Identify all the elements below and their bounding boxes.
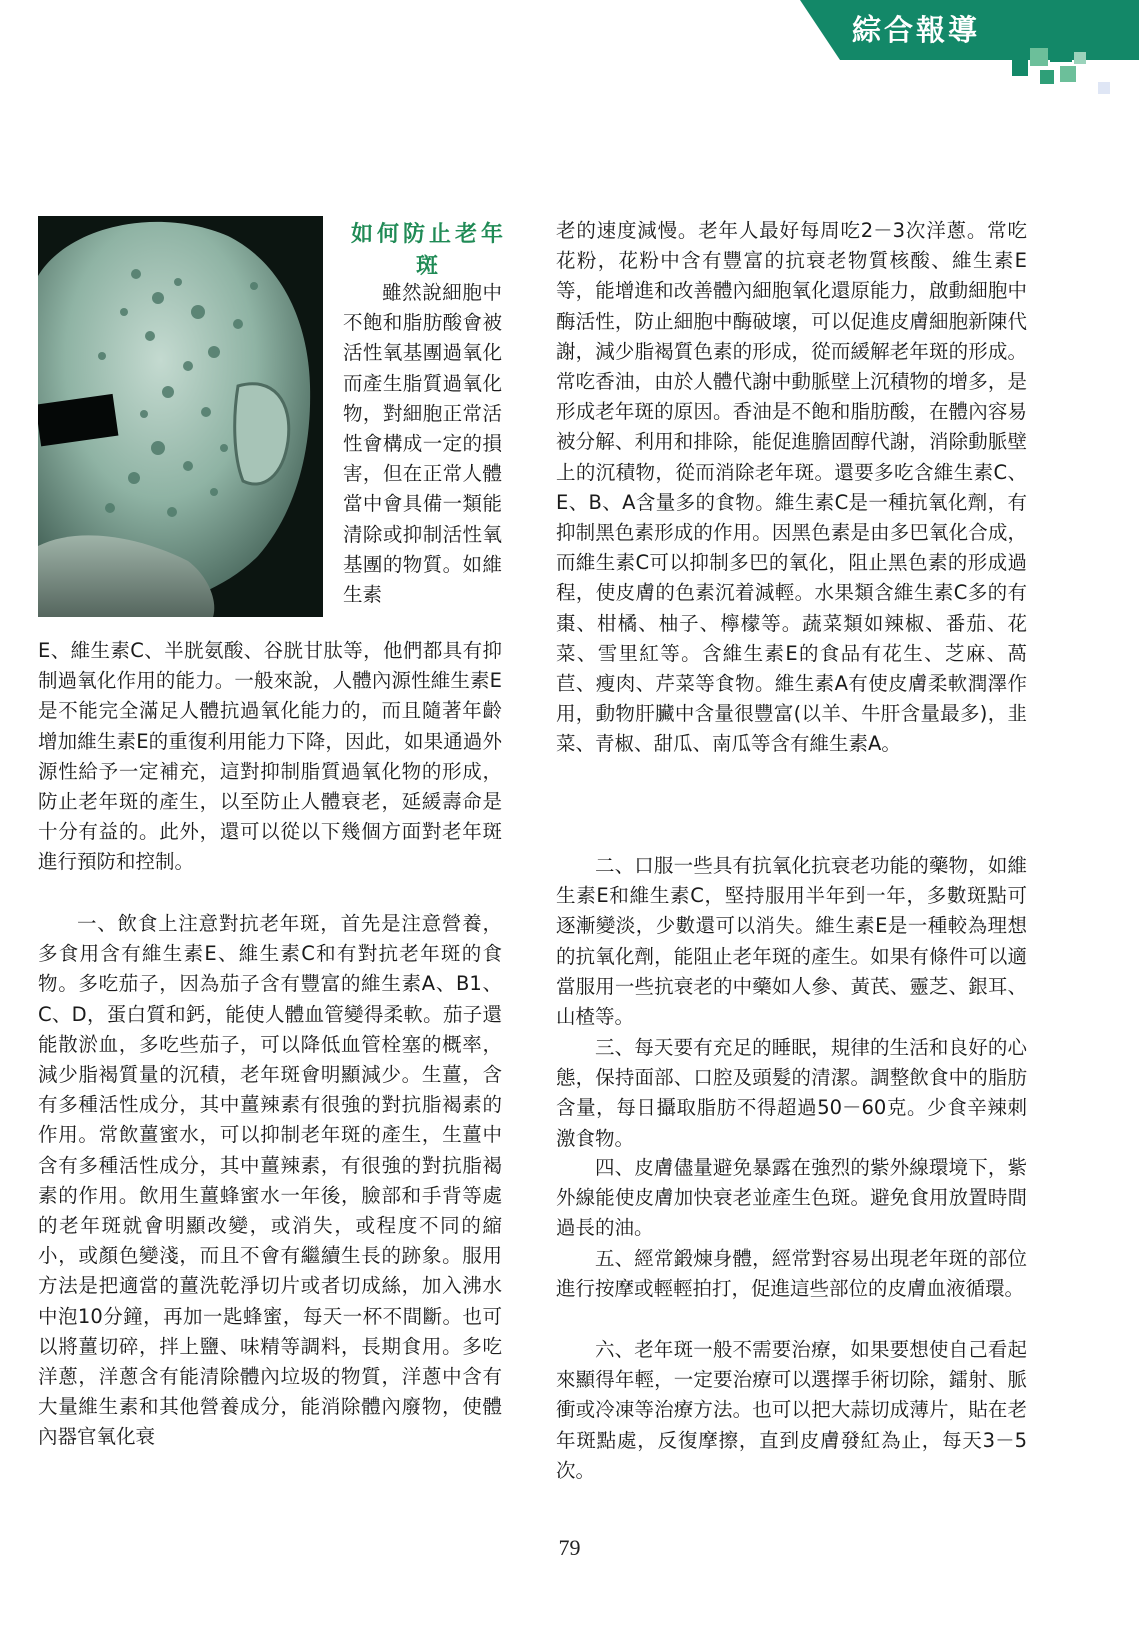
header-rule — [990, 16, 1139, 19]
intro-continued: E、維生素C、半胱氨酸、谷胱甘肽等，他們都具有抑制過氧化作用的能力。一般來說，人體內源性維生素E是不能完全滿足人體抗過氧化能力的，而且隨著年齡增加維生素E的重復利用能力下降，因此，如果通過外源性給予一定補充，這對抑制脂質過氧化物的形成，防止老年斑的產生，以至防止人體衰老，延緩壽命是十分有益的。此外，還可以從以下幾個方面對老年斑進行預防和控制。 — [38, 639, 502, 874]
decor-square — [1074, 52, 1086, 64]
lifestyle-paragraph: 三、每天要有充足的睡眠，規律的生活和良好的心態，保持面部、口腔及頭髮的清潔。調整飲食中的脂肪含量，每日攝取脂肪不得超過50－60克。少食辛辣刺激食物。 — [556, 1036, 1027, 1150]
diet-paragraph-left: 一、飲食上注意對抗老年斑，首先是注意營養，多食用含有維生素E、維生素C和有對抗老年斑的食物。多吃茄子，因為茄子含有豐富的維生素A、B1、C、D，蛋白質和鈣，能使人體血管變得柔軟。茄子還能散淤血，多吃些茄子，可以降低血管栓塞的概率，減少脂褐質量的沉積，老年斑會明顯減少。生薑，含有多種活性成分，其中薑辣素有很強的對抗脂褐素的作用。常飲薑蜜水，可以抑制老年斑的產生，生薑中含有多種活性成分，其中薑辣素，有很強的對抗脂褐素的作用。飲用生薑蜂蜜水一年後，臉部和手背等處的老年斑就會明顯改變，或消失，或程度不同的縮小，或顏色變淺，而且不會有繼續生長的跡象。服用方法是把適當的薑洗乾淨切片或者切成絲，加入沸水中泡10分鐘，再加一匙蜂蜜，每天一杯不間斷。也可以將薑切碎，拌上鹽、味精等調料，長期食用。多吃洋蔥，洋蔥含有能清除體內垃圾的物質，洋蔥中含有大量維生素和其他營養成分，能消除體內廢物，使體內器官氧化衰 — [38, 912, 502, 1449]
decor-square — [1030, 48, 1048, 66]
decor-square — [1098, 82, 1110, 94]
page-number: 79 — [558, 1535, 581, 1560]
decor-square — [1040, 70, 1054, 84]
header-rule — [990, 26, 1139, 29]
uv-paragraph: 四、皮膚儘量避免暴露在強烈的紫外線環境下，紫外線能使皮膚加快衰老並產生色斑。避免食用放置時間過長的油。 — [556, 1156, 1027, 1240]
decor-square — [1012, 60, 1028, 76]
section-label: 綜合報導 — [852, 13, 981, 47]
decor-square — [1050, 40, 1072, 62]
medicine-paragraph: 二、口服一些具有抗氧化抗衰老功能的藥物，如維生素E和維生素C，堅持服用半年到一年，多數斑點可逐漸變淡，少數還可以消失。維生素E是一種較為理想的抗氧化劑，能阻止老年斑的產生。如果有條件可以適當服用一些抗衰老的中藥如人參、黃芪、靈芝、銀耳、山楂等。 — [556, 854, 1027, 1029]
header-rule — [990, 36, 1139, 39]
exercise-paragraph: 五、經常鍛煉身體，經常對容易出現老年斑的部位進行按摩或輕輕拍打，促進這些部位的皮膚血液循環。 — [556, 1247, 1027, 1301]
article-title: 如何防止老年斑 — [350, 221, 507, 279]
treatment-paragraph: 六、老年斑一般不需要治療，如果要想使自己看起來顯得年輕，一定要治療可以選擇手術切除，鐳射、脈衝或冷凍等治療方法。也可以把大蒜切成薄片，貼在老年斑點處，反復摩擦，直到皮膚發紅為止，每天3－5次。 — [556, 1338, 1027, 1482]
intro-wrap-text: 雖然說細胞中不飽和脂肪酸會被活性氧基團過氧化而產生脂質過氧化物，對細胞正常活性會構成一定的損害，但在正常人體當中會具備一類能清除或抑制活性氧基團的物質。如維生素 — [343, 281, 502, 607]
diet-paragraph-right: 老的速度減慢。老年人最好每周吃2－3次洋蔥。常吃花粉，花粉中含有豐富的抗衰老物質核酸、維生素E等，能增進和改善體內細胞氧化還原能力，啟動細胞中酶活性，防止細胞中酶破壞，可以促進皮膚細胞新陳代謝，減少脂褐質色素的形成，從而緩解老年斑的形成。常吃香油，由於人體代謝中動脈壁上沉積物的增多，是形成老年斑的原因。香油是不飽和脂肪酸，在體內容易被分解、利用和排除，能促進膽固醇代謝，消除動脈壁上的沉積物，從而消除老年斑。還要多吃含維生素C、E、B、A含量多的食物。維生素C是一種抗氧化劑，有抑制黑色素形成的作用。因黑色素是由多巴氧化合成，而維生素C可以抑制多巴的氧化，阻止黑色素的形成過程，使皮膚的色素沉着減輕。水果類含維生素C多的有棗、柑橘、柚子、檸檬等。蔬菜類如辣椒、番茄、花菜、雪里紅等。含維生素E的食品有花生、芝麻、萵苣、瘦肉、芹菜等食物。維生素A有使皮膚柔軟潤澤作用，動物肝臟中含量很豐富(以羊、牛肝含量最多)，韭菜、青椒、甜瓜、南瓜等含有維生素A。 — [556, 219, 1027, 756]
decor-square — [1060, 66, 1076, 82]
age-spot-photo — [38, 216, 323, 617]
